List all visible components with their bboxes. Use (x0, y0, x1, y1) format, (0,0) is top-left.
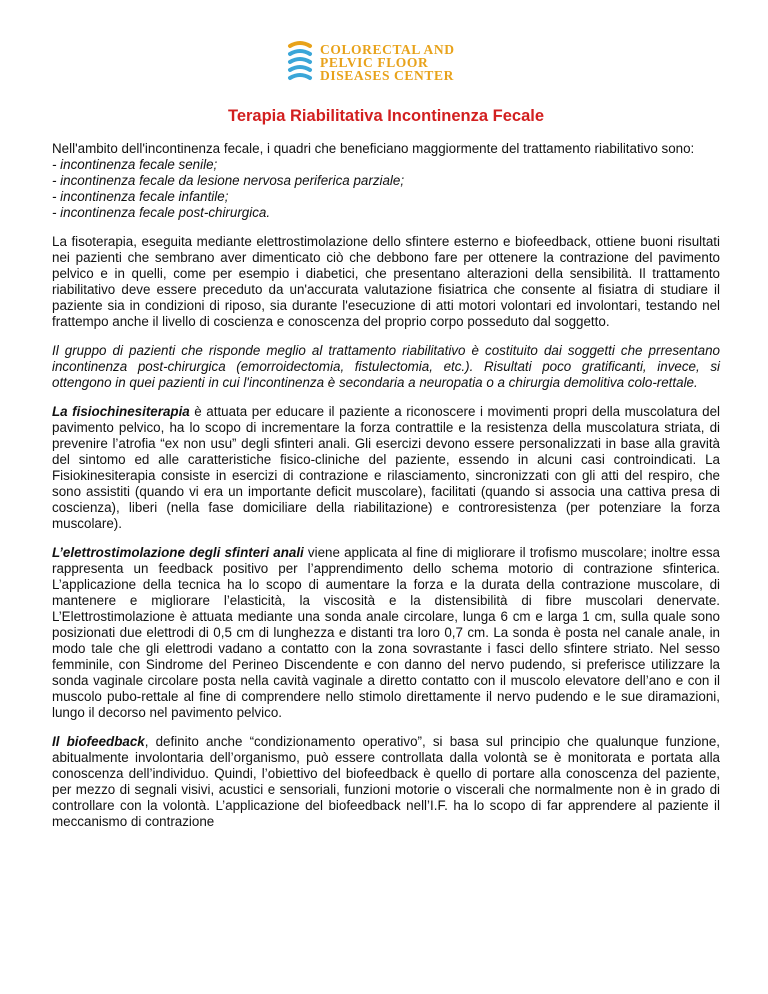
biofeedback-heading: Il biofeedback (52, 734, 145, 749)
fisiochinesiterapia-text: è attuata per educare il paziente a riconoscere i movimenti propri della muscolatura del pavimento pelvico, ha lo scopo di incrementare la forza contrattile e la resistenza della muscolatura striata, di prevenire l’atrofia “ex non usu” degli sfinteri anali. Gli esercizi devono essere personalizzati in base alla gravità del sintomo ed alle caratteristiche fisico-cliniche del paziente, essendo in alcuni casi controindicati. La Fisiokinesiterapia consiste in esercizi di contrazione e rilasciamento, sincronizzati con gli atti del respiro, che sono assistiti (quando vi era un importante deficit muscolare), facilitati (quando si associa una cattiva presa di coscienza), liberi (nella fase domiciliare della riabilitazione) e controresistenza (per potenziare la forza muscolare). (52, 404, 720, 531)
logo-line-3: DISEASES CENTER (320, 67, 454, 83)
elettrostimolazione-paragraph (52, 545, 720, 721)
fisiochinesiterapia-heading: La fisiochinesiterapia (52, 404, 190, 419)
document-body (52, 107, 720, 843)
elettrostimolazione-heading: L’elettrostimolazione degli sfinteri anali (52, 545, 304, 560)
intro-paragraph: Nell'ambito dell'incontinenza fecale, i quadri che beneficiano maggiormente del trattamento riabilitativo sono: (52, 141, 695, 156)
logo-line-2: PELVIC FLOOR (320, 54, 429, 70)
page-title: Terapia Riabilitativa Incontinenza Fecale (227, 107, 545, 125)
elettrostimolazione-text: viene applicata al fine di migliorare il trofismo muscolare; inoltre essa rappresenta un feedback positivo per l’apprendimento dello schema motorio di contrazione sfinterica. L’applicazione della tecnica ha lo scopo di aumentare la forza e la durata della contrazione muscolare, di mantenere e migliorare l’elasticità, la viscosità e la distensibilità di fibre muscolari denervate. L’Elettrostimolazione è attuata mediante una sonda anale circolare, lunga 6 cm e larga 1 cm, sulla quale sono posizionati due elettrodi di 0,5 cm di lunghezza e distanti tra loro 0,7 cm. La sonda è posta nel canale anale, in modo tale che gli elettrodi vadano a contatto con la zona sovrastante i fasci dello sfintere striato. Nel sesso femminile, con Sindrome del Perineo Discendente e con danno del nervo pudendo, si preferisce utilizzare la sonda vaginale circolare posta nella cavità vaginale a diretto contatto con il muscolo elevatore dell’ano e con il muscolo pubo-rettale al fine di comprendere nello stimolo direttamente il nervo pudendo e le sue diramazioni, lungo il decorso nel pavimento pelvico. (52, 545, 721, 720)
physiotherapy-paragraph: La fisoterapia, eseguita mediante elettrostimolazione dello sfintere esterno e biofeedback, ottiene buoni risultati nei pazienti che sembrano aver dimenticato ciò che debbono fare per ottenere la contrazione del pavimento pelvico e in quelli, come per esempio i diabetici, che presentano alterazioni della sensibilità. Il trattamento riabilitativo deve essere preceduto da un'accurata valutazione fisiatrica che consente al fisiatra di studiare il paziente sia in condizioni di riposo, sia durante l'esecuzione di atti motori volontari ed involontari, testando nel frattempo anche il livello di coscienza e conoscenza del proprio corpo posseduto dal soggetto. (52, 234, 720, 329)
spiral-logo-icon (286, 40, 314, 84)
list-item: - incontinenza fecale senile; (52, 157, 218, 172)
biofeedback-text: , definito anche “condizionamento operativo”, si basa sul principio che qualunque funzione, abitualmente involontaria dell’organismo, può essere controllata dalla volontà se è monitorata e portata alla conoscenza dell’individuo. Quindi, l’obiettivo del biofeedback è quello di portare alla conoscenza del paziente, per mezzo di segnali visivi, acustici e sensoriali, funzioni motorie o viscerali che normalmente non è in grado di controllare con la volontà. L’applicazione del biofeedback nell’I.F. ha lo scopo di far apprendere al paziente il meccanismo di contrazione (52, 734, 720, 829)
logo-wordmark (320, 43, 455, 82)
logo (286, 40, 455, 84)
indications-list (52, 157, 720, 221)
list-item: - incontinenza fecale infantile; (52, 189, 229, 204)
patient-group-paragraph: Il gruppo di pazienti che risponde meglio al trattamento riabilitativo è costituito dai soggetti che prresentano incontinenza post-chirurgica (emorroidectomia, fistulectomia, etc.). Risultati poco gratificanti, invece, si ottengono in quei pazienti in cui l'incontinenza è secondaria a neuropatia o a chirurgia demolitiva colo-rettale. (52, 343, 720, 390)
list-item: - incontinenza fecale da lesione nervosa periferica parziale; (52, 173, 405, 188)
logo-line-1: COLORECTAL AND (320, 41, 455, 57)
fisiochinesiterapia-paragraph (52, 404, 720, 532)
list-item: - incontinenza fecale post-chirurgica. (52, 205, 271, 220)
biofeedback-paragraph (52, 734, 720, 830)
